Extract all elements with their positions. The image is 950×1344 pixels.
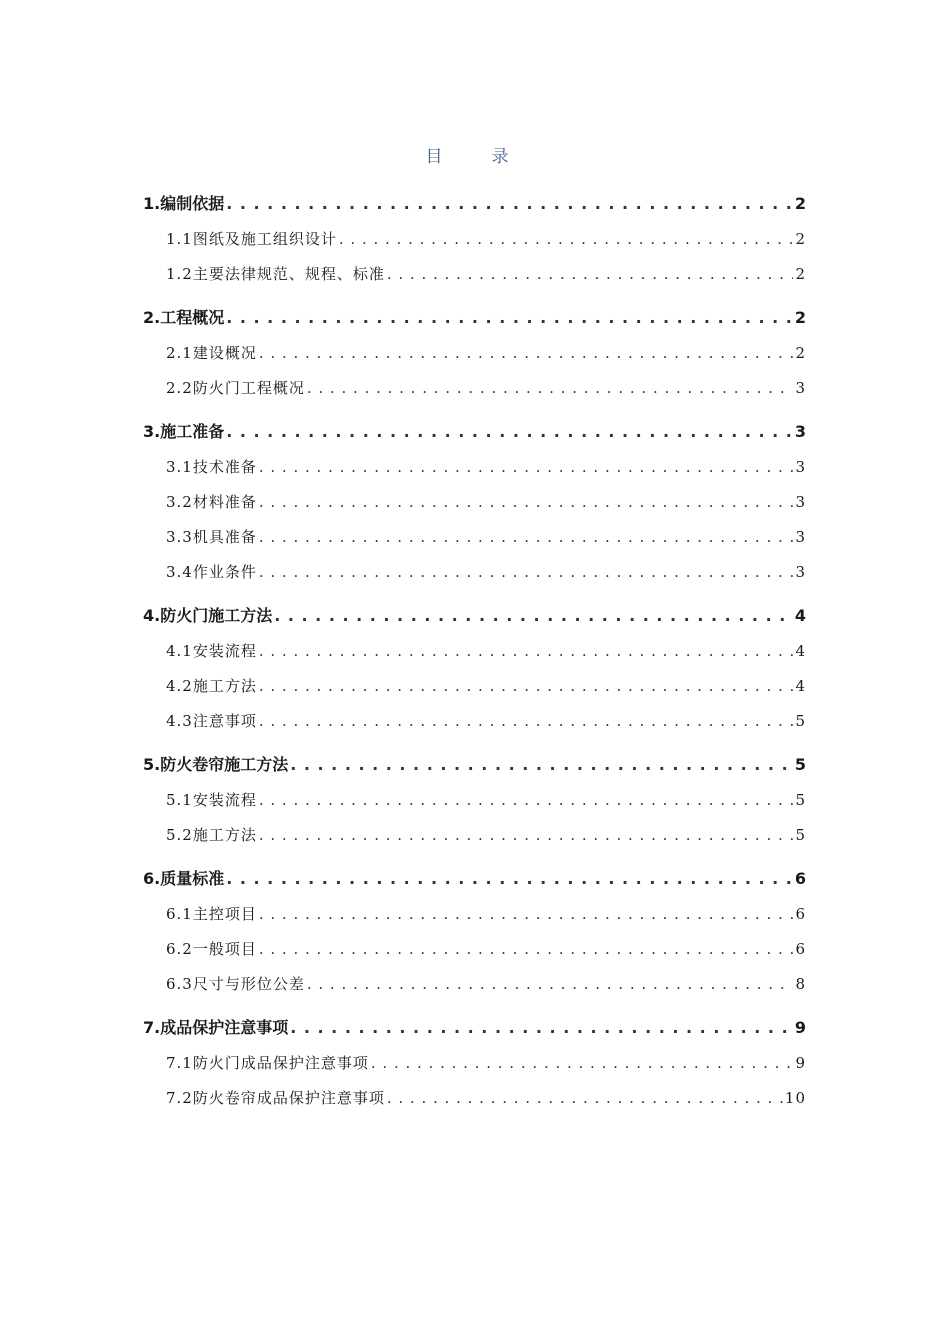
toc-entry-page-number: 4 — [795, 677, 806, 695]
toc-entry-label: 4.1安装流程 — [166, 642, 257, 660]
toc-entry-label: 4.2施工方法 — [166, 677, 257, 695]
dot-leader — [307, 373, 794, 403]
dot-leader — [259, 636, 794, 666]
dot-leader — [290, 750, 793, 780]
toc-entry-label: 3.2材料准备 — [166, 493, 257, 511]
toc-section-entry[interactable] — [143, 303, 806, 333]
toc-entry-label: 3.3机具准备 — [166, 528, 257, 546]
toc-subsection-entry[interactable] — [143, 934, 806, 964]
toc-title: 目 录 — [425, 147, 525, 167]
toc-entry-label: 6.质量标准 — [143, 869, 225, 888]
toc-section-entry[interactable] — [143, 1013, 806, 1043]
toc-entry-label: 4.3注意事项 — [166, 712, 257, 730]
toc-entry-page-number: 9 — [795, 1054, 806, 1072]
toc-list — [143, 189, 806, 1113]
toc-entry-page-number: 2 — [795, 230, 806, 248]
toc-subsection-entry[interactable] — [143, 899, 806, 929]
toc-entry-label: 6.1主控项目 — [166, 905, 257, 923]
toc-entry-page-number: 5 — [794, 755, 806, 774]
toc-entry-label: 7.成品保护注意事项 — [143, 1018, 289, 1037]
dot-leader — [259, 706, 794, 736]
toc-entry-page-number: 3 — [795, 379, 806, 397]
dot-leader — [259, 820, 794, 850]
toc-entry-label: 3.1技术准备 — [166, 458, 257, 476]
toc-entry-page-number: 3 — [795, 563, 806, 581]
toc-entry-label: 5.防火卷帘施工方法 — [143, 755, 289, 774]
toc-entry-page-number: 6 — [794, 869, 806, 888]
toc-entry-page-number: 2 — [794, 194, 806, 213]
toc-subsection-entry[interactable] — [143, 522, 806, 552]
toc-entry-label: 7.2防火卷帘成品保护注意事项 — [166, 1089, 385, 1107]
toc-entry-label: 5.2施工方法 — [166, 826, 257, 844]
toc-entry-page-number: 3 — [795, 493, 806, 511]
toc-entry-page-number: 4 — [795, 642, 806, 660]
dot-leader — [259, 785, 794, 815]
toc-entry-page-number: 4 — [794, 606, 806, 625]
toc-entry-page-number: 2 — [795, 265, 806, 283]
toc-entry-page-number: 5 — [795, 791, 806, 809]
toc-entry-label: 6.2一般项目 — [166, 940, 257, 958]
toc-entry-page-number: 10 — [784, 1089, 806, 1107]
toc-subsection-entry[interactable] — [143, 969, 806, 999]
toc-entry-label: 7.1防火门成品保护注意事项 — [166, 1054, 369, 1072]
toc-subsection-entry[interactable] — [143, 452, 806, 482]
toc-entry-page-number: 3 — [795, 458, 806, 476]
toc-subsection-entry[interactable] — [143, 820, 806, 850]
toc-subsection-entry[interactable] — [143, 373, 806, 403]
dot-leader — [259, 934, 794, 964]
dot-leader — [387, 1083, 783, 1113]
toc-subsection-entry[interactable] — [143, 557, 806, 587]
toc-subsection-entry[interactable] — [143, 1048, 806, 1078]
toc-subsection-entry[interactable] — [143, 636, 806, 666]
dot-leader — [259, 671, 794, 701]
toc-entry-label: 2.2防火门工程概况 — [166, 379, 305, 397]
toc-entry-page-number: 8 — [795, 975, 806, 993]
dot-leader — [259, 452, 794, 482]
toc-entry-page-number: 6 — [795, 940, 806, 958]
dot-leader — [259, 522, 794, 552]
toc-entry-page-number: 2 — [794, 308, 806, 327]
toc-entry-label: 6.3尺寸与形位公差 — [166, 975, 305, 993]
toc-subsection-entry[interactable] — [143, 1083, 806, 1113]
toc-entry-label: 5.1安装流程 — [166, 791, 257, 809]
dot-leader — [339, 224, 794, 254]
dot-leader — [226, 189, 793, 219]
dot-leader — [259, 487, 794, 517]
toc-section-entry[interactable] — [143, 750, 806, 780]
dot-leader — [226, 303, 793, 333]
toc-entry-page-number: 6 — [795, 905, 806, 923]
toc-entry-page-number: 3 — [794, 422, 806, 441]
toc-entry-label: 1.1图纸及施工组织设计 — [166, 230, 337, 248]
toc-entry-page-number: 5 — [795, 712, 806, 730]
toc-subsection-entry[interactable] — [143, 224, 806, 254]
toc-entry-label: 4.防火门施工方法 — [143, 606, 273, 625]
toc-subsection-entry[interactable] — [143, 259, 806, 289]
toc-entry-page-number: 2 — [795, 344, 806, 362]
toc-subsection-entry[interactable] — [143, 487, 806, 517]
toc-subsection-entry[interactable] — [143, 706, 806, 736]
dot-leader — [307, 969, 794, 999]
dot-leader — [226, 864, 793, 894]
dot-leader — [371, 1048, 794, 1078]
toc-entry-page-number: 9 — [794, 1018, 806, 1037]
dot-leader — [226, 417, 793, 447]
toc-entry-label: 3.4作业条件 — [166, 563, 257, 581]
toc-section-entry[interactable] — [143, 864, 806, 894]
toc-entry-label: 1.2主要法律规范、规程、标准 — [166, 265, 385, 283]
dot-leader — [274, 601, 793, 631]
toc-subsection-entry[interactable] — [143, 671, 806, 701]
dot-leader — [387, 259, 794, 289]
toc-entry-page-number: 5 — [795, 826, 806, 844]
toc-entry-label: 2.工程概况 — [143, 308, 225, 327]
toc-section-entry[interactable] — [143, 417, 806, 447]
toc-entry-label: 3.施工准备 — [143, 422, 225, 441]
dot-leader — [259, 338, 794, 368]
toc-subsection-entry[interactable] — [143, 785, 806, 815]
toc-section-entry[interactable] — [143, 189, 806, 219]
dot-leader — [259, 899, 794, 929]
dot-leader — [259, 557, 794, 587]
toc-subsection-entry[interactable] — [143, 338, 806, 368]
toc-entry-page-number: 3 — [795, 528, 806, 546]
toc-section-entry[interactable] — [143, 601, 806, 631]
toc-entry-label: 1.编制依据 — [143, 194, 225, 213]
dot-leader — [290, 1013, 793, 1043]
toc-entry-label: 2.1建设概况 — [166, 344, 257, 362]
